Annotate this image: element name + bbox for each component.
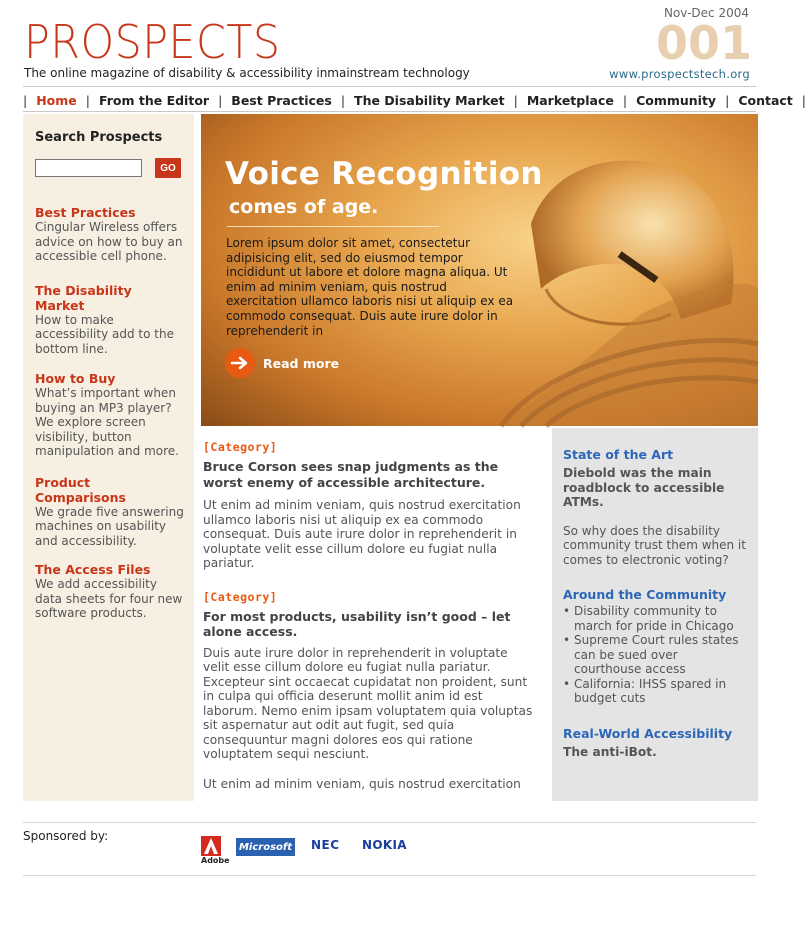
state-of-the-art-text: So why does the disability community trust them when it comes to electronic voting? <box>563 523 746 567</box>
search-title: Search Prospects <box>35 130 163 145</box>
hero-body: Lorem ipsum dolor sit amet, consectetur adipisicing elit, sed do eiusmod tempor incididunt ut labore et dolore magna aliqua. Ut enim ad minim veniam, quis nostrud exercitation ullamco laboris nisi ut aliquip ex ea commodo consequat. Duis aute irure dolor in reprehenderit in <box>226 236 514 338</box>
nav-separator: | <box>725 93 730 108</box>
site-tagline: The online magazine of disability & accessibility inmainstream technology <box>24 66 470 80</box>
sidebar-item-title[interactable]: How to Buy <box>35 371 116 386</box>
real-world-accessibility-title[interactable]: Real-World Accessibility <box>563 725 733 741</box>
nav-item-marketplace[interactable]: Marketplace <box>526 93 614 108</box>
story-headline[interactable]: Bruce Corson sees snap judgments as the worst enemy of accessible architecture. <box>203 459 499 490</box>
nav-separator: | <box>218 93 223 108</box>
nav-item-disability-market[interactable]: The Disability Market <box>354 93 505 108</box>
story-body-continued: Ut enim ad minim veniam, quis nostrud exercitation <box>203 776 521 791</box>
sponsor-adobe[interactable] <box>201 836 230 866</box>
footer-divider-top <box>23 822 756 823</box>
nav-item-from-the-editor[interactable]: From the Editor <box>99 93 210 108</box>
sidebar-item-title[interactable]: The Access Files <box>35 562 151 577</box>
nav-separator: | <box>85 93 90 108</box>
sponsor-microsoft[interactable]: Microsoft <box>236 838 295 856</box>
sidebar-item-how-to-buy <box>35 371 184 459</box>
sidebar-item-access-files <box>35 562 184 621</box>
community-list <box>563 604 748 706</box>
story-body: Duis aute irure dolor in reprehenderit in voluptate velit esse cillum dolore eu fugiat nulla pariatur. Excepteur sint occaecat cupidatat non proident, sunt in culpa qui officia deserunt mollit anim id est laborum. Nemo enim ipsam voluptatem quia voluptas sit aspernatur aut odit aut fugit, sed quia consequuntur magni dolores eos qui ratione voluptatem sequi nesciunt. <box>203 645 533 761</box>
adobe-logo-icon <box>201 836 221 856</box>
sidebar-item-desc: How to make accessibility add to the bottom line. <box>35 312 174 356</box>
hero-divider <box>227 226 439 227</box>
nav-item-community[interactable]: Community <box>636 93 717 108</box>
sponsor-nec[interactable]: NEC <box>311 838 340 852</box>
story-headline[interactable]: For most products, usability isn’t good – let alone access. <box>203 608 511 639</box>
sidebar-item-desc: Cingular Wireless offers advice on how to buy an accessible cell phone. <box>35 220 183 263</box>
story-item <box>203 440 535 571</box>
hero-read-more[interactable] <box>225 348 339 378</box>
sidebar-item-desc: We add accessibility data sheets for four new software products. <box>35 577 183 620</box>
state-of-the-art-title[interactable]: State of the Art <box>563 447 674 462</box>
search-row <box>35 158 184 178</box>
hero-banner[interactable] <box>201 114 758 426</box>
sponsored-label: Sponsored by: <box>23 829 109 843</box>
site-url[interactable]: www.prospectstech.org <box>609 67 750 81</box>
sidebar-item-best-practices <box>35 205 184 264</box>
read-more-link[interactable]: Read more <box>263 355 340 371</box>
issue-date: Nov-Dec 2004 <box>663 6 749 20</box>
story-category[interactable]: [Category] <box>203 589 278 604</box>
sidebar-item-product-comparisons <box>35 475 184 549</box>
list-item[interactable]: • California: IHSS spared in budget cuts <box>563 677 748 706</box>
site-logo[interactable]: PROSPECTS <box>24 15 281 69</box>
nav-item-contact[interactable]: Contact <box>738 93 793 108</box>
sidebar-item-desc: What’s important when buying an MP3 player? We explore screen visibility, button manipulation and more. <box>35 386 179 458</box>
footer-divider-bottom <box>23 875 756 876</box>
story-category[interactable]: [Category] <box>203 440 278 454</box>
story-item <box>203 590 535 792</box>
nav-separator: | <box>801 93 806 108</box>
nav-separator: | <box>622 93 628 108</box>
issue-number: 001 <box>655 16 752 70</box>
nav-divider-bottom <box>23 111 756 112</box>
sidebar-item-title[interactable]: Best Practices <box>35 205 136 220</box>
main-stories <box>203 440 535 791</box>
state-of-the-art-lead: Diebold was the main roadblock to accessible ATMs. <box>563 466 725 509</box>
hero-title: Voice Recognition <box>225 156 543 192</box>
nav-item-best-practices[interactable]: Best Practices <box>231 93 332 108</box>
nav-item-home[interactable]: Home <box>36 93 77 108</box>
sponsor-nokia[interactable]: NOKIA <box>362 838 407 852</box>
hero-subtitle: comes of age. <box>229 196 379 218</box>
real-world-accessibility-lead: The anti-iBot. <box>563 744 657 759</box>
right-column <box>552 428 758 801</box>
nav-separator: | <box>340 93 346 108</box>
search-input[interactable] <box>35 159 142 177</box>
arrow-right-icon[interactable] <box>225 348 255 378</box>
nav-divider-top <box>23 86 756 87</box>
sidebar-item-disability-market <box>35 283 184 357</box>
sidebar-item-title[interactable]: The Disability Market <box>35 282 132 313</box>
left-sidebar <box>23 114 194 801</box>
main-nav <box>23 93 806 108</box>
list-item[interactable]: • Disability community to march for pride in Chicago <box>563 604 748 633</box>
around-the-community-title[interactable]: Around the Community <box>563 587 727 602</box>
list-item[interactable]: • Supreme Court rules states can be sued over courthouse access <box>563 633 748 677</box>
nav-separator: | <box>513 93 518 108</box>
story-body: Ut enim ad minim veniam, quis nostrud exercitation ullamco laboris nisi ut aliquip ex ea commodo consequat. Duis aute irure dolor in reprehenderit in voluptate velit esse cillum dolore eu fugiat nulla pariatur. <box>203 498 521 570</box>
nav-separator: | <box>23 93 28 108</box>
adobe-logo-label: Adobe <box>201 856 230 865</box>
sidebar-item-desc: We grade five answering machines on usability and accessibility. <box>35 504 184 548</box>
search-go-button[interactable]: GO <box>155 158 181 178</box>
sidebar-item-title[interactable]: Product Comparisons <box>35 474 126 505</box>
